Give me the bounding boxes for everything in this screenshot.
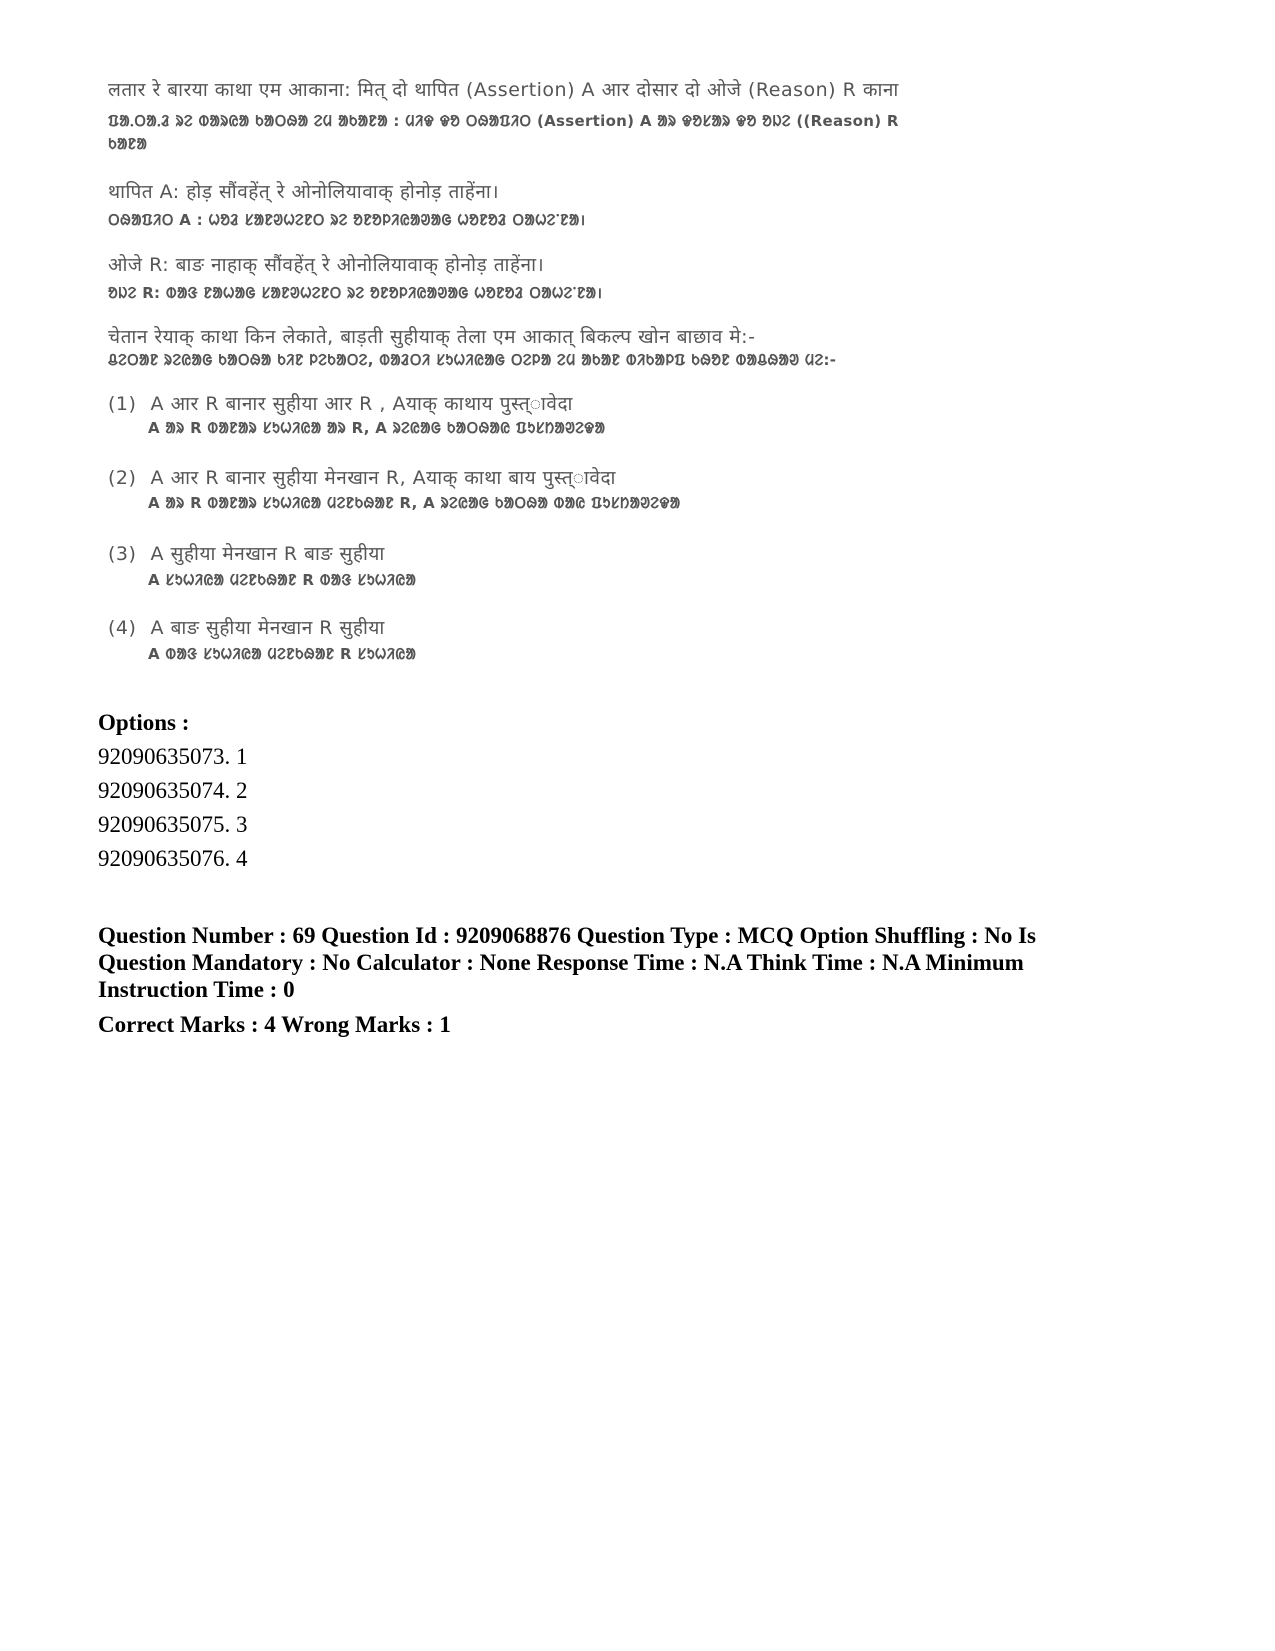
choice-3-olchiki: A ᱥᱩᱦᱤᱭᱟ ᱢᱮᱱᱠᱷᱟᱱ R ᱵᱟᱝ ᱥᱩᱦᱤᱭᱟ: [148, 571, 417, 589]
option-item: 92090635076. 4: [98, 846, 248, 871]
choice-3: [108, 540, 385, 566]
reason-hindi: ओजे R: बाङ नाहाक् सौंवहेंत् रे ओनोलियावाक् होनोड़ ताहेंना।: [108, 254, 545, 276]
choice-number: (3): [108, 543, 137, 565]
choice-number: (1): [108, 393, 137, 415]
meta-line-3: Instruction Time : 0: [98, 977, 295, 1002]
assertion-hindi: थापित A: होड़ सौंवहेंत् रे ओनोलियावाक् होनोड़ ताहेंना।: [108, 181, 500, 203]
choice-hindi: A सुहीया मेनखान R बाङ सुहीया: [150, 543, 385, 565]
choice-hindi: A आर R बानार सुहीया मेनखान R, Aयाक् काथा बाय पुस्त्ावेदा: [150, 467, 616, 489]
choice-1-olchiki: A ᱟᱨ R ᱵᱟᱱᱟᱨ ᱥᱩᱦᱤᱭᱟ ᱟᱨ R, A ᱨᱮᱭᱟᱜ ᱠᱟᱛᱷᱟᱭ ᱯᱩᱥᱴᱟᱣᱮᱫᱟ: [148, 419, 606, 437]
instruction-hindi: चेतान रेयाक् काथा किन लेकाते, बाड़ती सुहीयाक् तेला एम आकात् बिकल्प खोन बाछाव मे:-: [108, 326, 756, 348]
choice-2: [108, 464, 616, 490]
assertion-olchiki: ᱛᱷᱟᱯᱤᱛ A : ᱦᱚᱲ ᱥᱟᱱᱣᱦᱮᱱᱛ ᱨᱮ ᱚᱱᱚᱞᱤᱭᱟᱣᱟᱜ ᱦᱚᱱᱚᱲ ᱛᱟᱦᱮᱸᱱᱟ।: [108, 211, 586, 229]
intro-olchiki-cont: ᱠᱟᱱᱟ: [108, 135, 148, 153]
choice-hindi: A आर R बानार सुहीया आर R , Aयाक् काथाय पुस्त्ावेदा: [150, 393, 573, 415]
reason-olchiki: ᱚᱡᱮ R: ᱵᱟᱝ ᱱᱟᱦᱟᱜ ᱥᱟᱱᱣᱦᱮᱱᱛ ᱨᱮ ᱚᱱᱚᱞᱤᱭᱟᱣᱟᱜ ᱦᱚᱱᱚᱲ ᱛᱟᱦᱮᱸᱱᱟ।: [108, 284, 603, 302]
options-heading: Options :: [98, 710, 190, 735]
choice-4-olchiki: A ᱵᱟᱝ ᱥᱩᱦᱤᱭᱟ ᱢᱮᱱᱠᱷᱟᱱ R ᱥᱩᱦᱤᱭᱟ: [148, 645, 417, 663]
choice-number: (2): [108, 467, 137, 489]
choice-1: [108, 390, 573, 416]
choice-number: (4): [108, 617, 137, 639]
intro-hindi: लतार रे बारया काथा एम आकाना: मित् दो थापित (Assertion) A आर दोसार दो ओजे (Reason) R काना: [108, 79, 899, 101]
option-item: 92090635074. 2: [98, 778, 248, 803]
option-item: 92090635073. 1: [98, 744, 248, 769]
meta-line-1: Question Number : 69 Question Id : 9209068876 Question Type : MCQ Option Shuffling : No Is: [98, 923, 1037, 948]
option-item: 92090635075. 3: [98, 812, 248, 837]
marks-line: Correct Marks : 4 Wrong Marks : 1: [98, 1012, 451, 1037]
intro-olchiki: ᱯᱟᱹᱛᱟᱹᱲ ᱨᱮ ᱵᱟᱨᱭᱟ ᱠᱟᱛᱷᱟ ᱮᱢ ᱟᱠᱟᱱᱟ : ᱢᱤᱫ ᱫᱚ ᱛᱷᱟᱯᱤᱛ (Assertion) A ᱟᱨ ᱫᱚᱥᱟᱨ ᱫᱚ ᱚᱡᱮ ((Reason) R: [108, 112, 899, 130]
question-image: [96, 68, 956, 700]
choice-2-olchiki: A ᱟᱨ R ᱵᱟᱱᱟᱨ ᱥᱩᱦᱤᱭᱟ ᱢᱮᱱᱠᱷᱟᱱ R, A ᱨᱮᱭᱟᱜ ᱠᱟᱛᱷᱟ ᱵᱟᱭ ᱯᱩᱥᱴᱟᱣᱮᱫᱟ: [148, 494, 681, 512]
meta-line-2: Question Mandatory : No Calculator : None Response Time : N.A Think Time : N.A Minimum: [98, 950, 1024, 975]
question-meta: [98, 922, 1178, 1003]
choice-hindi: A बाङ सुहीया मेनखान R सुहीया: [150, 617, 385, 639]
choice-4: [108, 614, 385, 640]
instruction-olchiki: ᱪᱮᱛᱟᱱ ᱨᱮᱭᱟᱜ ᱠᱟᱛᱷᱟ ᱠᱤᱱ ᱞᱮᱠᱟᱛᱮ, ᱵᱟᱲᱛᱤ ᱥᱩᱦᱤᱭᱟᱜ ᱛᱮᱞᱟ ᱮᱢ ᱟᱠᱟᱱ ᱵᱤᱠᱟᱞᱯ ᱠᱷᱚᱱ ᱵᱟᱪᱷᱟᱣ ᱢᱮ:-: [108, 351, 837, 369]
